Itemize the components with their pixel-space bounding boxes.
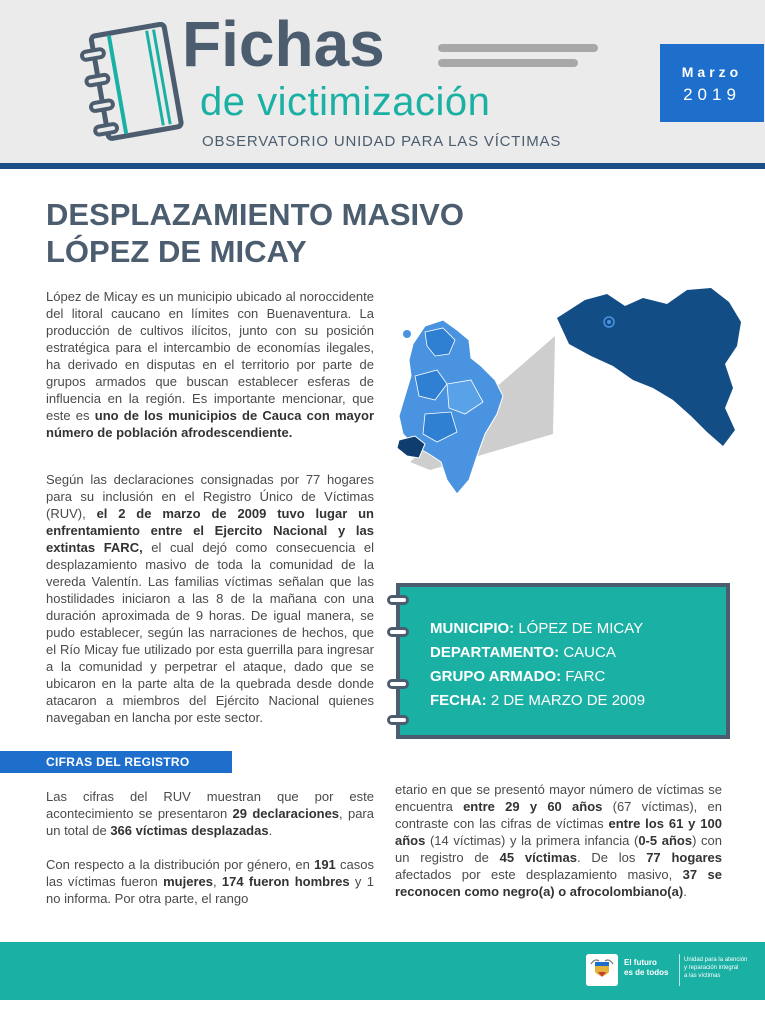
departamento-value: CAUCA [563,644,616,661]
date-year: 2019 [683,85,741,104]
municipio-label: MUNICIPIO: [430,620,515,637]
footer-unit-line: y reparación integral [684,965,739,971]
cifras-bold: 77 hogares [646,850,723,865]
events-text-1: Según las declaraciones consignadas por 77 hogares para su inclusión en el Registro Único de Víctimas (RUV), [46,472,374,521]
events-paragraph [46,471,374,726]
date-month: Marzo [681,64,743,80]
cifras-text: , para un total de [46,806,374,838]
footer-unit-line: a las víctimas [684,973,721,979]
cifras-bold: 174 fueron hombres [221,874,350,889]
title-decoration [438,44,608,74]
events-bold: el 2 de marzo de 2009 tuvo lugar un enfrentamiento entre el Ejercito Nacional y las extintas FARC, [46,506,374,555]
page-title-line1: DESPLAZAMIENTO MASIVO [46,197,464,232]
departamento-row [430,641,645,665]
cifras-text: (14 víctimas) y la primera infancia ( [425,833,639,848]
footer-slogan [624,958,668,978]
fecha-row [430,689,645,713]
cifras-text: . [268,823,273,838]
cifras-text: . [683,884,687,899]
footer-slogan-line: El futuro [624,958,657,967]
grupo-label: GRUPO ARMADO: [430,668,562,685]
cifras-bold: 37 se reconocen como negro(a) o afrocolombiano(a) [395,867,722,899]
intro-text: López de Micay es un municipio ubicado al noroccidente del litoral caucano en límites con Buenaventura. La producción de cultivos ilícitos, junto con su posición estratégica para el intercambio de economías ilegales, ha derivado en disputas en el territorio por parte de grupos armados que buscan establecer esferas de influencia en la región. Es importante mencionar, que este es [46,289,374,423]
coat-of-arms-icon [586,954,618,986]
cifras-text: . De los [576,850,647,865]
header-title: Fichas [182,8,385,80]
cifras-bold: 45 víctimas [499,850,577,865]
grupo-value: FARC [565,668,606,685]
footer-unit-line: Unidad para la atención [684,957,748,963]
cifras-text: y 1 no informa. Por otra parte, el rango [46,874,374,906]
cifras-text: casos las víctimas fueron [46,857,374,889]
cifras-bold: entre 29 y 60 años [463,799,603,814]
intro-bold: uno de los municipios de Cauca con mayor número de población afrodescendiente. [46,408,375,440]
page-title [46,196,464,270]
case-summary-lines [430,617,645,713]
ring-icon [387,627,409,637]
cifras-bold: 366 víctimas desplazadas [110,823,269,838]
colombia-map-icon [397,320,503,494]
colombia-cauca-map [385,284,745,494]
date-badge [660,44,764,122]
cifras-text: Las cifras del RUV muestran que por este acontecimiento se presentaron [46,789,374,821]
observatory-label: OBSERVATORIO UNIDAD PARA LAS VÍCTIMAS [202,133,562,150]
cifras-paragraph-2 [46,856,374,907]
cifras-bold: mujeres [163,874,213,889]
cifras-text: (67 víctimas), en contraste con las cifras de víctimas [395,799,722,831]
events-text-2: el cual dejó como consecuencia el desplazamiento masivo de toda la comunidad de la vereda Valentín. Las familias víctimas señalan que las hostilidades iniciaron a las 8 de la mañana con una duración aproximada de 9 horas. De igual manera, se pudo establecer, según las narraciones de hechos, que el Río Micay fue utilizado por esta guerrilla para ingresar a la comunidad y perpetrar el ataque, dado que se ubicaron en la parte alta de la quebrada desde donde atacaron a miembros del Ejército Nacional quienes navegaban en lancha por este sector. [46,540,375,725]
ring-icon [387,715,409,725]
cifras-text: etario en que se presentó mayor número de víctimas se encuentra [395,782,722,814]
cifras-paragraph-3 [395,781,722,900]
cauca-map-icon [557,288,741,446]
cifras-paragraph-1 [46,788,374,839]
notebook-icon [78,22,188,150]
header-subtitle: de victimización [200,80,491,124]
cifras-text: Con respecto a la distribución por género, en [46,857,315,872]
footer-slogan-line: es de todos [624,968,669,977]
page-title-line2: LÓPEZ DE MICAY [46,234,307,269]
fecha-label: FECHA: [430,692,487,709]
cifras-text: ) con un registro de [395,833,722,865]
cifras-text: , [212,874,222,889]
intro-paragraph [46,288,374,441]
footer-divider [679,954,680,986]
section-header-label: CIFRAS DEL REGISTRO [46,755,190,769]
fecha-value: 2 DE MARZO DE 2009 [490,692,646,709]
ring-icon [387,595,409,605]
cifras-text: afectados por este desplazamiento masivo, [395,867,683,882]
cifras-bold: 191 [314,857,336,872]
footer-unit-label [684,956,764,980]
departamento-label: DEPARTAMENTO: [430,644,560,661]
header-divider [0,163,765,169]
cifras-bold: 29 declaraciones [232,806,340,821]
cifras-bold: entre los 61 y 100 años [395,816,722,848]
ring-icon [387,679,409,689]
cifras-bold: 0-5 años [638,833,693,848]
municipio-row [430,617,645,641]
case-summary-card [396,583,730,739]
grupo-row [430,665,645,689]
municipio-value: LÓPEZ DE MICAY [518,620,644,637]
